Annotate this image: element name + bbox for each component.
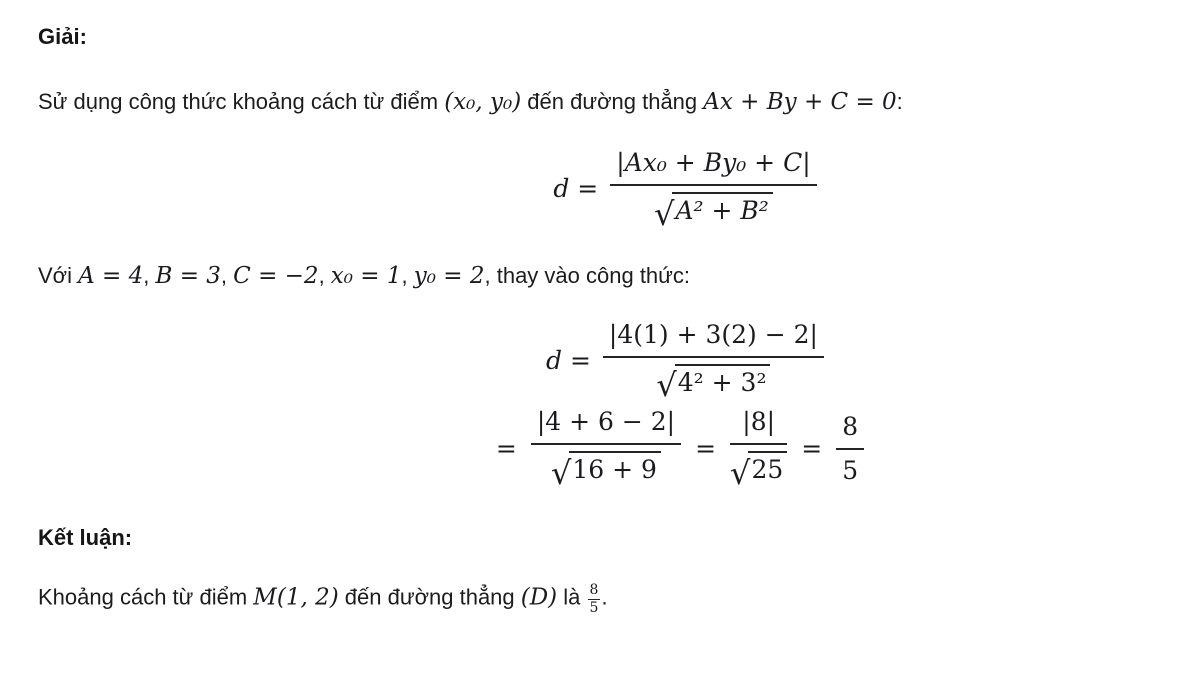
- conclusion-text-is: là: [557, 584, 587, 610]
- solution-heading: Giải:: [38, 24, 87, 49]
- square-root: [730, 451, 787, 493]
- radical-sign: √: [656, 366, 677, 405]
- formula-fraction: [603, 319, 824, 405]
- simplified-fraction-2: [730, 407, 787, 493]
- a-value-math: A = 4: [78, 262, 144, 289]
- b-value-math: B = 3: [155, 262, 221, 289]
- conclusion-period: .: [601, 584, 608, 610]
- fraction-numerator: |8|: [730, 407, 787, 445]
- intro-text-between: đến đường thẳng: [521, 89, 704, 114]
- intro-text-after: :: [896, 89, 903, 114]
- comma-2: ,: [220, 262, 234, 288]
- substituted-formula: [124, 319, 1200, 405]
- conclusion-heading: Kết luận:: [38, 525, 133, 551]
- conclusion-text-distance: Khoảng cách từ điểm: [38, 584, 254, 610]
- intro-paragraph: [38, 88, 1160, 118]
- radical-sign: √: [550, 454, 572, 493]
- result-fraction: [836, 412, 864, 485]
- simplified-fraction-1: [531, 407, 681, 493]
- fraction-denominator: [531, 445, 681, 493]
- c-value-math: C = −2: [233, 262, 319, 289]
- equals-sign-3: =: [801, 433, 823, 463]
- fraction-denominator: [610, 186, 816, 233]
- general-distance-formula: [124, 147, 1200, 233]
- equals-sign-2: =: [695, 433, 717, 463]
- fraction-denominator: [730, 445, 787, 493]
- substitution-text-with: Với: [38, 262, 79, 288]
- radicand: 16 + 9: [569, 451, 661, 484]
- intro-text-before-point: Sử dụng công thức khoảng cách từ điểm: [38, 89, 445, 114]
- result-inline-fraction: [588, 583, 601, 615]
- radicand: 25: [748, 451, 787, 484]
- conclusion-text-to-line: đến đường thẳng: [338, 584, 521, 610]
- substitution-text-after: , thay vào công thức:: [484, 262, 691, 288]
- formula-lhs: d =: [546, 345, 591, 375]
- x0-value-math: x₀ = 1: [330, 262, 402, 289]
- line-d-math: (D): [520, 584, 558, 611]
- point-coordinates-math: (x₀, y₀): [444, 89, 522, 115]
- point-m-math: M(1, 2): [253, 584, 339, 611]
- fraction-numerator: |Ax₀ + By₀ + C|: [610, 148, 816, 186]
- simplified-formula: [118, 407, 1200, 493]
- y0-value-math: y₀ = 2: [413, 262, 485, 289]
- radicand: A² + B²: [672, 192, 772, 225]
- formula-fraction: [610, 147, 816, 233]
- square-root: [654, 192, 773, 233]
- substitution-paragraph: [38, 262, 1160, 292]
- radicand: 4² + 3²: [675, 364, 771, 397]
- fraction-denominator: [603, 358, 824, 405]
- formula-lhs: d =: [553, 174, 599, 204]
- comma-4: ,: [401, 262, 414, 288]
- radical-sign: √: [654, 194, 675, 233]
- square-root: [550, 451, 661, 493]
- equals-sign-1: =: [495, 433, 517, 463]
- fraction-numerator: 8: [836, 412, 864, 450]
- fraction-denominator: 5: [842, 455, 859, 485]
- radical-sign: √: [730, 454, 751, 493]
- fraction-numerator: |4 + 6 − 2|: [531, 407, 681, 445]
- comma-1: ,: [143, 262, 156, 288]
- square-root: [656, 364, 770, 405]
- inline-fraction-denominator: 5: [589, 599, 599, 616]
- line-equation-math: Ax + By + C = 0: [703, 89, 897, 115]
- conclusion-paragraph: [38, 583, 1160, 615]
- comma-3: ,: [318, 262, 331, 288]
- fraction-numerator: |4(1) + 3(2) − 2|: [603, 320, 824, 358]
- inline-fraction-numerator: 8: [589, 582, 599, 599]
